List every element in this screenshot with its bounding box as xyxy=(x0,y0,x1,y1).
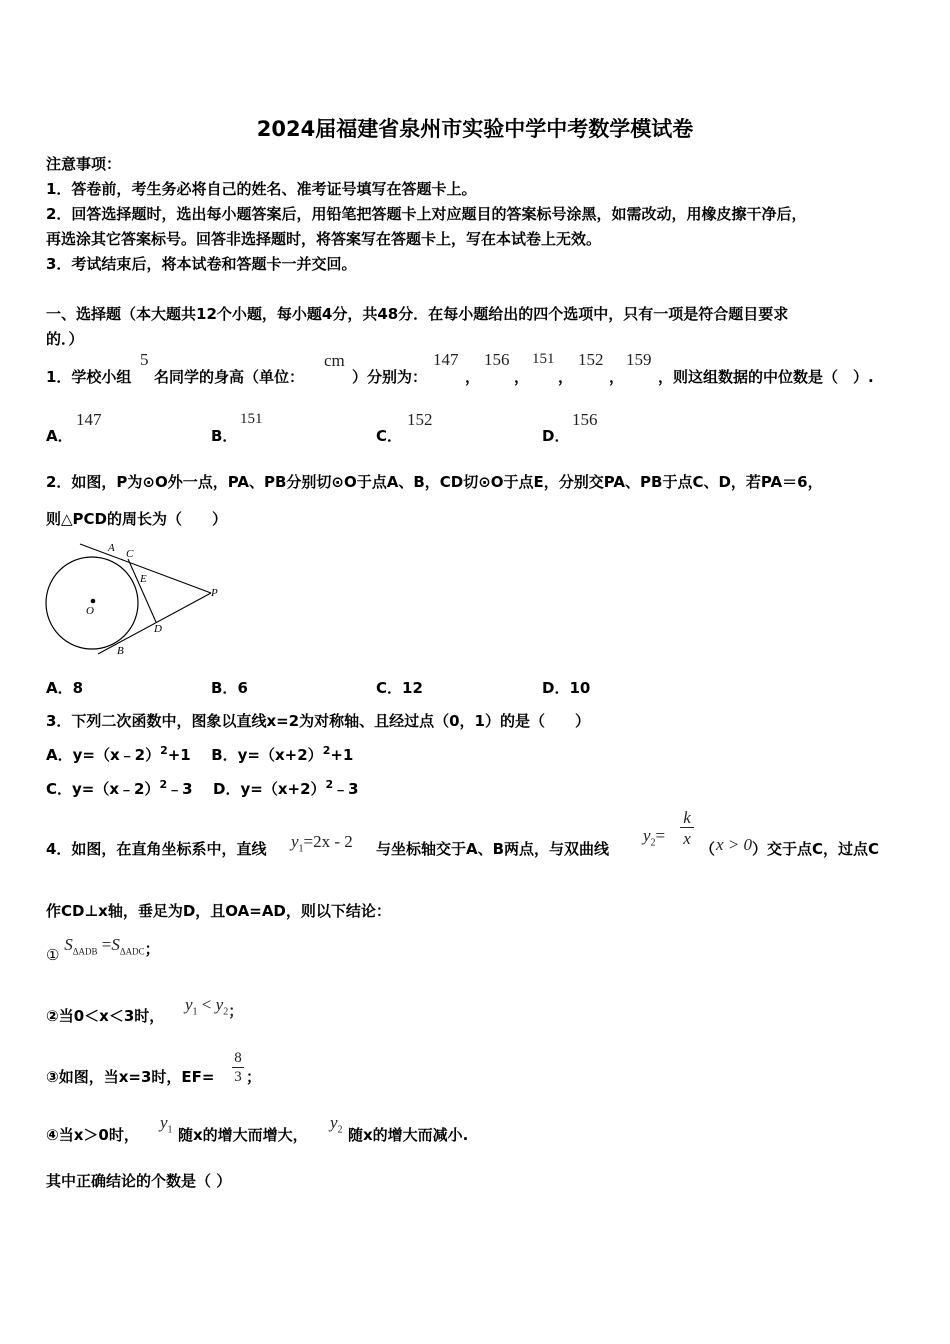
q2-option-d: D．10 xyxy=(542,679,591,697)
q1-value: 159 xyxy=(626,350,652,369)
notice-item: 1．答卷前，考生务必将自己的姓名、准考证号填写在答题卡上。 xyxy=(46,180,477,198)
q2-option-b: B．6 xyxy=(211,679,248,697)
q1-value: 152 xyxy=(578,350,604,369)
q4-conclusion-3: ③如图，当x=3时，EF= xyxy=(46,1068,215,1086)
q3-option-b: B．$y=(x+2)^2+1$ xyxy=(211,744,354,764)
q4-stem-cont: 作CD⊥x轴，垂足为D，且OA=AD，则以下结论： xyxy=(46,902,391,920)
notice-heading: 注意事项： xyxy=(46,155,122,173)
q4-line-equation: $y_1=2x - 2$ xyxy=(291,832,353,855)
tangent-pa xyxy=(80,544,211,593)
q4-conclusion-4-end: 随x的增大而减小. xyxy=(348,1126,469,1144)
q3-options-ab xyxy=(46,744,353,765)
label-c: C xyxy=(126,548,134,560)
q1-option-d-value: 156 xyxy=(572,410,598,429)
q3-option-a: A．y=（x﹣2）$^2$+1 xyxy=(46,744,191,764)
q1-option-c-value: 152 xyxy=(407,410,433,429)
section-heading: 一、选择题（本大题共12个小题，每小题4分，共48分．在每小题给出的四个选项中，只有一项是符合题目要求 xyxy=(46,305,789,323)
page-title: 2024届福建省泉州市实验中学中考数学模试卷 xyxy=(256,117,694,141)
label-o: O xyxy=(86,605,94,617)
q1-prefix: 1．学校小组 xyxy=(46,368,132,386)
q1-sep: ， xyxy=(465,368,481,386)
q4-condition: x > 0 xyxy=(716,835,753,854)
q1-count: 5 xyxy=(140,350,149,369)
q1-sep: ， xyxy=(558,368,574,386)
q3-option-c: C．y=（x﹣2）$^2$﹣3 xyxy=(46,778,193,798)
q1-option-c-label: C． xyxy=(376,427,403,445)
label-b: B xyxy=(117,645,124,657)
label-d: D xyxy=(154,623,162,635)
tangent-cd xyxy=(128,559,156,622)
q1-option-b-value: 151 xyxy=(240,411,263,427)
q1-option-a-value: 147 xyxy=(76,410,102,429)
q2-stem-cont: 则△PCD的周长为（ ） xyxy=(46,510,227,528)
q4-conclusion-4-mid: 随x的增大而增大， xyxy=(178,1126,308,1144)
q3-options-cd xyxy=(46,778,359,799)
center-point xyxy=(91,599,96,604)
q1-option-a-label: A． xyxy=(46,427,73,445)
q2-option-c: C．12 xyxy=(376,679,423,697)
q2-stem: 2．如图，P为⊙O外一点，PA、PB分别切⊙O于点A、B，CD切⊙O于点E，分别交PA、PB于点C、D，若PA＝6， xyxy=(46,473,823,491)
q1-value: 151 xyxy=(532,351,555,367)
section-heading-cont: 的．） xyxy=(46,330,84,348)
notice-item: 2．回答选择题时，选出每小题答案后，用铅笔把答题卡上对应题目的答案标号涂黑，如需改动，用橡皮擦干净后， xyxy=(46,205,807,223)
q4-conclusion-3-fraction: 8 3 xyxy=(232,1050,244,1086)
q4-prefix: 4．如图，在直角坐标系中，直线 xyxy=(46,840,267,858)
q1-mid: 名同学的身高（单位： xyxy=(154,368,305,386)
q1-mid2: ）分别为： xyxy=(352,368,428,386)
q4-cond-open: （ xyxy=(700,840,716,858)
label-e: E xyxy=(140,573,147,585)
label-a: A xyxy=(108,542,115,554)
tangent-circle-figure xyxy=(40,540,230,660)
q4-hyperbola-fraction: k x xyxy=(680,808,694,849)
q4-conclusion-4-y1: $y_1$ xyxy=(160,1113,173,1136)
q3-option-d: D．$y=(x+2)^2﹣3$ xyxy=(213,778,359,798)
q1-suffix: ，则这组数据的中位数是（ ）. xyxy=(658,368,874,386)
q4-conclusion-1: ① $S_{\Delta ADB} =S_{\Delta ADC}$； xyxy=(46,935,160,964)
q4-conclusion-3-end: ； xyxy=(246,1068,262,1086)
q1-unit: cm xyxy=(324,351,345,370)
q3-stem: 3．下列二次函数中，图象以直线x=2为对称轴、且经过点（0，1）的是（ ） xyxy=(46,712,590,730)
notice-item: 再选涂其它答案标号。回答非选择题时，将答案写在答题卡上，写在本试卷上无效。 xyxy=(46,230,602,248)
q4-question: 其中正确结论的个数是（ ） xyxy=(46,1172,232,1190)
q1-option-d-label: D． xyxy=(542,427,570,445)
q1-option-b-label: B． xyxy=(211,427,238,445)
q4-conclusion-2-math: $y_1 < y_2$； xyxy=(185,995,244,1020)
q1-value: 156 xyxy=(484,350,510,369)
q1-value: 147 xyxy=(433,350,459,369)
q1-sep: ， xyxy=(609,368,625,386)
label-p: P xyxy=(211,587,218,599)
q4-mid: 与坐标轴交于A、B两点，与双曲线 xyxy=(376,840,610,858)
q4-conclusion-4: ④当x＞0时， xyxy=(46,1126,139,1144)
q2-option-a: A．8 xyxy=(46,679,84,697)
q4-cond-close: ）交于点C，过点C xyxy=(752,840,880,858)
q1-sep: ， xyxy=(514,368,530,386)
q4-conclusion-4-y2: $y_2$ xyxy=(330,1113,343,1136)
q4-hyperbola: $y_2=$ xyxy=(643,826,666,849)
q4-conclusion-2: ②当0＜x＜3时， xyxy=(46,1007,165,1025)
notice-item: 3．考试结束后，将本试卷和答题卡一并交回。 xyxy=(46,255,357,273)
